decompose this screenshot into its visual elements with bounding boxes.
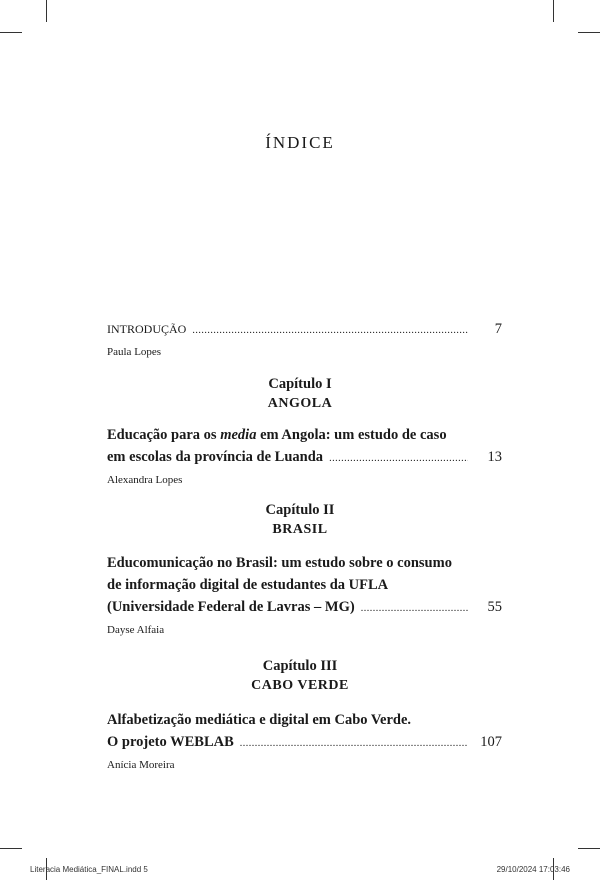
page-title: ÍNDICE xyxy=(265,133,335,152)
toc-entry-brasil[interactable] xyxy=(107,552,502,638)
chapter-label: Capítulo II xyxy=(265,502,335,518)
chapter-heading-1 xyxy=(0,374,600,414)
entry-title-line: O projeto WEBLAB xyxy=(107,734,234,750)
entry-title: INTRODUÇÃO xyxy=(107,322,187,336)
chapter-country: CABO VERDE xyxy=(251,678,349,693)
entry-title-line: (Universidade Federal de Lavras – MG) xyxy=(107,599,355,615)
entry-title-line: Educomunicação no Brasil: um estudo sobre o consumo xyxy=(107,555,452,571)
chapter-heading-3 xyxy=(0,656,600,696)
page-number: 7 xyxy=(494,321,502,337)
entry-title-emphasis: media xyxy=(220,427,257,443)
toc-entry-intro[interactable] xyxy=(107,318,502,360)
entry-title-line: Educação para os media em Angola: um estudo de caso xyxy=(107,427,447,443)
chapter-label: Capítulo III xyxy=(262,658,338,674)
dot-leader xyxy=(192,320,468,342)
entry-author: Dayse Alfaia xyxy=(107,624,165,636)
entry-title-line: de informação digital de estudantes da UFLA xyxy=(107,577,389,593)
chapter-country: ANGOLA xyxy=(267,396,333,411)
crop-mark-top-left-vertical xyxy=(46,0,47,22)
dot-leader xyxy=(329,448,468,470)
crop-mark-top-right xyxy=(578,32,600,33)
page-number: 13 xyxy=(487,449,502,465)
entry-author: Anícia Moreira xyxy=(107,759,175,771)
crop-mark-top-right-vertical xyxy=(553,0,554,22)
entry-author: Alexandra Lopes xyxy=(107,474,183,486)
chapter-heading-2 xyxy=(0,500,600,540)
page-number: 55 xyxy=(487,599,502,615)
toc-entry-angola[interactable] xyxy=(107,424,502,488)
chapter-country: BRASIL xyxy=(272,522,328,537)
crop-mark-bottom-right xyxy=(578,848,600,849)
dot-leader xyxy=(240,733,468,755)
crop-mark-top-left xyxy=(0,32,22,33)
page-number: 107 xyxy=(480,734,502,750)
slug-timestamp: 29/10/2024 17:03:46 xyxy=(496,865,570,874)
chapter-label: Capítulo I xyxy=(268,376,332,392)
entry-title-line: Alfabetização mediática e digital em Cabo Verde. xyxy=(107,712,412,728)
entry-title-line: em escolas da província de Luanda xyxy=(107,449,324,465)
crop-mark-bottom-left xyxy=(0,848,22,849)
dot-leader xyxy=(361,598,468,620)
entry-author: Paula Lopes xyxy=(107,346,162,358)
slug-filename: Literacia Mediática_FINAL.indd 5 xyxy=(30,865,148,874)
toc-entry-cabo-verde[interactable] xyxy=(107,709,502,773)
